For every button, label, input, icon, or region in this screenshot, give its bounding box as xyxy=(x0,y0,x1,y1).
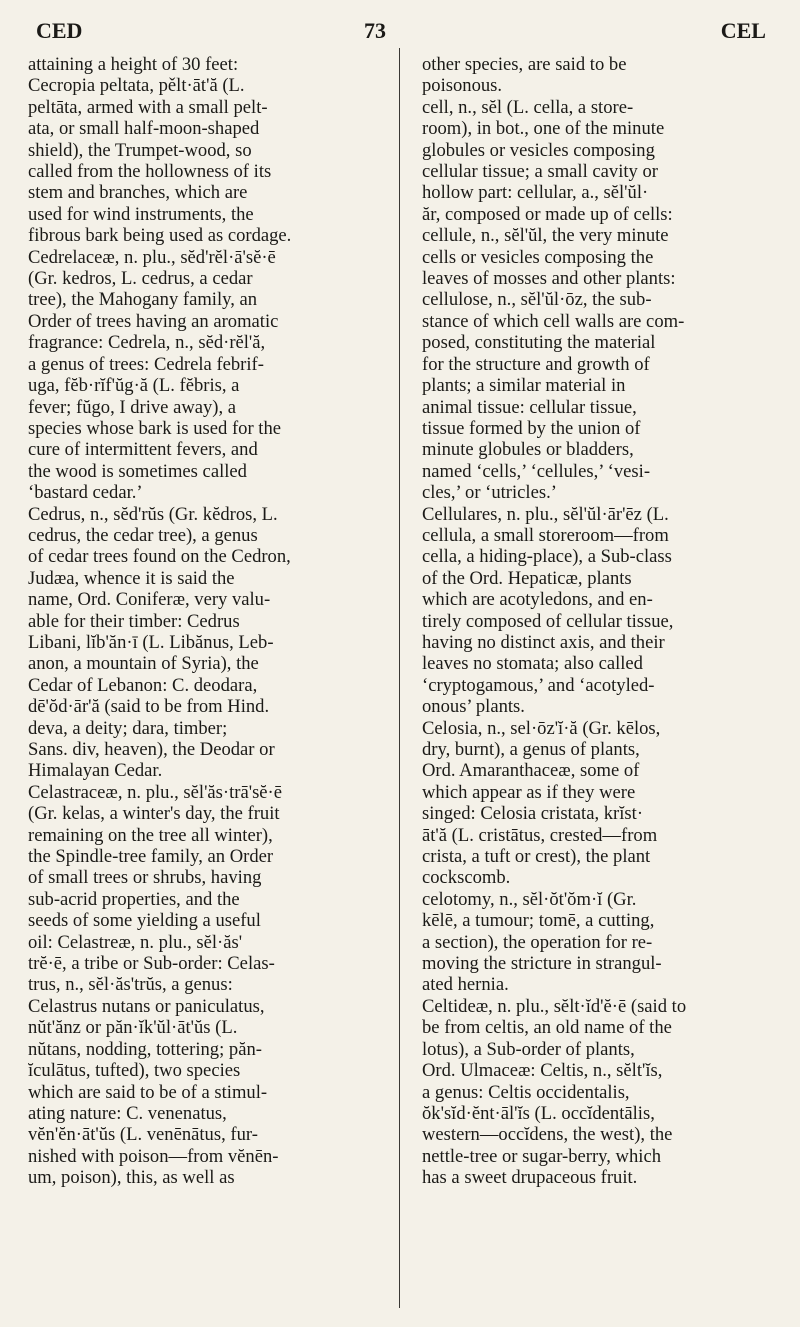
text-line: called from the hollowness of its xyxy=(28,161,272,183)
text-line: cedrus, the cedar tree), a genus xyxy=(28,524,258,546)
text-line: (Gr. kelas, a winter's day, the fruit xyxy=(28,803,280,825)
text-line: cellule, n., sĕl'ŭl, the very minute xyxy=(422,225,669,247)
text-line: Sans. div, heaven), the Deodar or xyxy=(28,739,275,760)
text-line: minute globules or bladders, xyxy=(422,439,634,461)
text-line: animal tissue: cellular tissue, xyxy=(422,396,637,418)
text-line: ăr, composed or made up of cells: xyxy=(422,203,673,225)
header-right-guide-word: CEL xyxy=(720,18,766,43)
text-line: cellulose, n., sĕl'ŭl·ōz, the sub- xyxy=(422,289,652,311)
text-line: plants; a similar material in xyxy=(422,375,626,397)
text-line: Himalayan Cedar. xyxy=(28,760,163,782)
text-line: celotomy, n., sĕl·ŏt'ŏm·ĭ (Gr. xyxy=(422,888,637,910)
text-line: stem and branches, which are xyxy=(28,182,248,204)
text-line: oil: Celastreæ, n. plu., sĕl·ăs' xyxy=(28,931,243,953)
text-line: leaves of mosses and other plants: xyxy=(422,268,676,290)
text-line: a genus of trees: Cedrela febrif- xyxy=(28,353,264,375)
text-line: hollow part: cellular, a., sĕl'ŭl· xyxy=(422,182,649,204)
text-line: of cedar trees found on the Cedron, xyxy=(28,546,291,568)
text-line: having no distinct axis, and their xyxy=(422,631,665,653)
text-line: attaining a height of 30 feet: xyxy=(28,54,239,75)
text-line: poisonous. xyxy=(422,75,503,97)
text-line: Celastraceæ, n. plu., sĕl'ăs·trā'sĕ·ē xyxy=(28,781,283,803)
text-line: used for wind instruments, the xyxy=(28,203,254,225)
text-line: Celtideæ, n. plu., sĕlt·ĭd'ĕ·ē (said to xyxy=(422,995,687,1017)
text-line: leaves no stomata; also called xyxy=(422,653,643,675)
text-line: seeds of some yielding a useful xyxy=(28,910,261,932)
text-line: ‘bastard cedar.’ xyxy=(28,482,143,504)
text-line: nished with poison—from vĕnēn- xyxy=(28,1145,279,1167)
text-line: Order of trees having an aromatic xyxy=(28,310,279,332)
text-line: western—occĭdens, the west), the xyxy=(422,1124,673,1146)
text-line: onous’ plants. xyxy=(422,696,525,718)
text-line: dē'ŏd·ār'ă (said to be from Hind. xyxy=(28,696,270,718)
text-line: globules or vesicles composing xyxy=(422,139,655,161)
text-line: cells or vesicles composing the xyxy=(422,246,654,268)
text-line: cell, n., sĕl (L. cella, a store- xyxy=(422,96,634,118)
text-line: nŭt'ănz or păn·ĭk'ŭl·āt'ŭs (L. xyxy=(28,1017,238,1039)
text-line: crista, a tuft or crest), the plant xyxy=(422,846,651,868)
text-line: Ord. Amaranthaceæ, some of xyxy=(422,760,640,782)
text-line: Cecropia peltata, pělt·āt'ă (L. xyxy=(28,75,245,97)
text-line: of the Ord. Hepaticæ, plants xyxy=(422,567,632,589)
text-line: the wood is sometimes called xyxy=(28,460,247,482)
text-line: dry, burnt), a genus of plants, xyxy=(422,739,640,760)
text-line: um, poison), this, as well as xyxy=(28,1167,235,1189)
text-line: shield), the Trumpet-wood, so xyxy=(28,139,252,161)
text-line: cles,’ or ‘utricles.’ xyxy=(422,482,557,504)
text-line: lotus), a Sub-order of plants, xyxy=(422,1038,635,1060)
text-line: cella, a hiding-place), a Sub-class xyxy=(422,546,672,568)
text-line: trus, n., sĕl·ăs'trŭs, a genus: xyxy=(28,974,233,996)
text-line: stance of which cell walls are com- xyxy=(422,310,685,332)
text-line: ata, or small half-moon-shaped xyxy=(28,118,260,140)
text-line: which are said to be of a stimul- xyxy=(28,1081,268,1103)
text-line: Ord. Ulmaceæ: Celtis, n., sĕlt'ĭs, xyxy=(422,1060,663,1082)
text-line: trĕ·ē, a tribe or Sub-order: Celas- xyxy=(28,953,275,975)
text-line: ĭculātus, tufted), two species xyxy=(28,1060,241,1082)
text-line: the Spindle-tree family, an Order xyxy=(28,846,274,868)
text-line: peltāta, armed with a small pelt- xyxy=(28,96,268,118)
text-line: vĕn'ĕn·āt'ŭs (L. venēnātus, fur- xyxy=(28,1124,258,1146)
text-line: sub-acrid properties, and the xyxy=(28,888,240,910)
text-line: named ‘cells,’ ‘cellules,’ ‘vesi- xyxy=(422,460,651,482)
column-divider xyxy=(399,48,400,1308)
text-line: Cellulares, n. plu., sĕl'ŭl·ār'ēz (L. xyxy=(422,503,669,525)
text-line: tirely composed of cellular tissue, xyxy=(422,610,674,632)
text-line: Celastrus nutans or paniculatus, xyxy=(28,995,265,1017)
text-line: be from celtis, an old name of the xyxy=(422,1017,672,1039)
text-line: other species, are said to be xyxy=(422,54,627,75)
text-line: uga, fĕb·rĭf'ŭg·ă (L. fĕbris, a xyxy=(28,375,240,397)
text-line: cellular tissue; a small cavity or xyxy=(422,161,658,183)
running-header xyxy=(36,18,766,48)
text-line: Judæa, whence it is said the xyxy=(28,567,235,589)
text-line: nettle-tree or sugar-berry, which xyxy=(422,1145,661,1167)
text-line: tree), the Mahogany family, an xyxy=(28,289,258,311)
text-line: Cedrus, n., sĕd'rŭs (Gr. kĕdros, L. xyxy=(28,503,278,525)
text-line: moving the stricture in strangul- xyxy=(422,953,662,975)
text-line: ŏk'sĭd·ĕnt·āl'ĭs (L. occĭdentālis, xyxy=(422,1102,655,1124)
text-line: fibrous bark being used as cordage. xyxy=(28,225,292,247)
text-line: cellula, a small storeroom—from xyxy=(422,524,669,546)
text-line: cure of intermittent fevers, and xyxy=(28,439,258,461)
text-line: remaining on the tree all winter), xyxy=(28,824,273,846)
text-line: Cedrelaceæ, n. plu., sĕd'rĕl·ā'sĕ·ē xyxy=(28,246,276,268)
text-line: a genus: Celtis occidentalis, xyxy=(422,1081,630,1103)
text-line: of small trees or shrubs, having xyxy=(28,867,262,889)
text-line: able for their timber: Cedrus xyxy=(28,610,240,632)
text-line: tissue formed by the union of xyxy=(422,417,641,439)
right-column xyxy=(422,54,767,1189)
page-number: 73 xyxy=(364,18,386,43)
text-line: āt'ă (L. cristātus, crested—from xyxy=(422,824,658,846)
text-line: Libani, lĭb'ăn·ī (L. Libănus, Leb- xyxy=(28,631,274,653)
text-line: has a sweet drupaceous fruit. xyxy=(422,1167,638,1189)
text-line: anon, a mountain of Syria), the xyxy=(28,653,259,675)
text-line: fever; fŭgo, I drive away), a xyxy=(28,396,237,418)
text-line: Cedar of Lebanon: C. deodara, xyxy=(28,674,258,696)
text-line: ating nature: C. venenatus, xyxy=(28,1102,227,1124)
text-line: which appear as if they were xyxy=(422,781,636,803)
text-line: nŭtans, nodding, tottering; păn- xyxy=(28,1038,262,1060)
text-line: Celosia, n., sel·ōz'ĭ·ă (Gr. kēlos, xyxy=(422,717,661,739)
text-line: posed, constituting the material xyxy=(422,332,656,354)
text-line: deva, a deity; dara, timber; xyxy=(28,717,228,739)
text-line: ‘cryptogamous,’ and ‘acotyled- xyxy=(422,674,655,696)
text-line: room), in bot., one of the minute xyxy=(422,118,665,140)
text-line: singed: Celosia cristata, krĭst· xyxy=(422,803,644,825)
text-line: name, Ord. Coniferæ, very valu- xyxy=(28,589,271,611)
left-column xyxy=(28,54,358,1189)
header-left-guide-word: CED xyxy=(36,18,83,43)
text-line: kēlē, a tumour; tomē, a cutting, xyxy=(422,910,655,932)
text-line: cockscomb. xyxy=(422,867,511,889)
text-line: for the structure and growth of xyxy=(422,353,650,375)
text-line: species whose bark is used for the xyxy=(28,417,282,439)
text-line: which are acotyledons, and en- xyxy=(422,589,653,611)
text-line: ated hernia. xyxy=(422,974,509,996)
text-line: (Gr. kedros, L. cedrus, a cedar xyxy=(28,268,253,290)
text-line: fragrance: Cedrela, n., sĕd·rĕl'ă, xyxy=(28,332,266,354)
text-line: a section), the operation for re- xyxy=(422,931,653,953)
